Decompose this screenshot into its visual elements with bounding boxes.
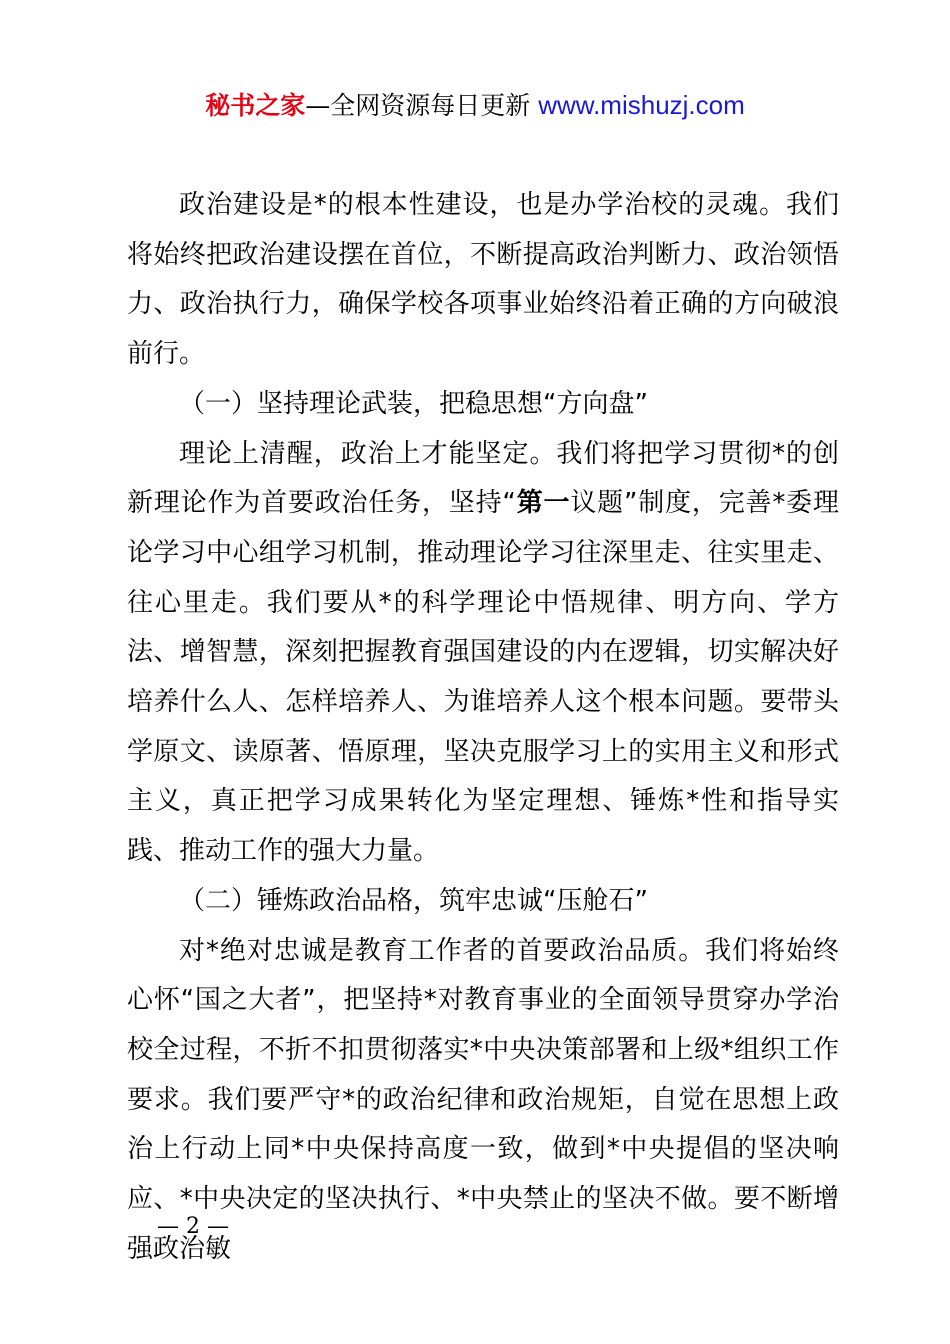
brand-name: 秘书之家 (205, 91, 306, 120)
page-number: — 2 — (157, 1214, 229, 1239)
site-header (0, 88, 950, 123)
header-tagline: —全网资源每日更新 (305, 91, 539, 120)
header-url[interactable]: www.mishuzj.com (538, 90, 745, 120)
paragraph-loyalty: 对*绝对忠诚是教育工作者的首要政治品质。我们将始终心怀“国之大者”，把坚持*对教育事业的全面领导贯穿办学治校全过程，不折不扣贯彻落实*中央决策部署和上级*组织工作要求。我们要严守*的政治纪律和政治规矩，自觉在思想上政治上行动上同*中央保持高度一致，做到*中央提倡的坚决响应、*中央决定的坚决执行、*中央禁止的坚决不做。要不断增强政治敏 (127, 935, 839, 1264)
paragraph-theory (127, 430, 839, 877)
section-heading-1: （一）坚持理论武装，把稳思想“方向盘” (179, 388, 648, 419)
paragraph-theory-bold: 第一 (515, 488, 571, 519)
document-body (127, 181, 839, 1274)
section-heading-2: （二）锤炼政治品格，筑牢忠诚“压舱石” (179, 885, 648, 916)
paragraph-political-construction: 政治建设是*的根本性建设，也是办学治校的灵魂。我们将始终把政治建设摆在首位，不断提高政治判断力、政治领悟力、政治执行力，确保学校各项事业始终沿着正确的方向破浪前行。 (127, 190, 839, 370)
paragraph-theory-part-a: 理论上清醒，政治上才能坚定。我们将把学习贯彻*的创新理论作为首要政治任务，坚持“ (127, 438, 839, 519)
paragraph-theory-part-b: 议题”制度，完善*委理论学习中心组学习机制，推动理论学习往深里走、往实里走、往心里走。我们要从*的科学理论中悟规律、明方向、学方法、增智慧，深刻把握教育强国建设的内在逻辑，切实解决好培养什么人、怎样培养人、为谁培养人这个根本问题。要带头学原文、读原著、悟原理，坚决克服学习上的实用主义和形式主义，真正把学习成果转化为坚定理想、锤炼*性和指导实践、推动工作的强大力量。 (127, 488, 839, 867)
